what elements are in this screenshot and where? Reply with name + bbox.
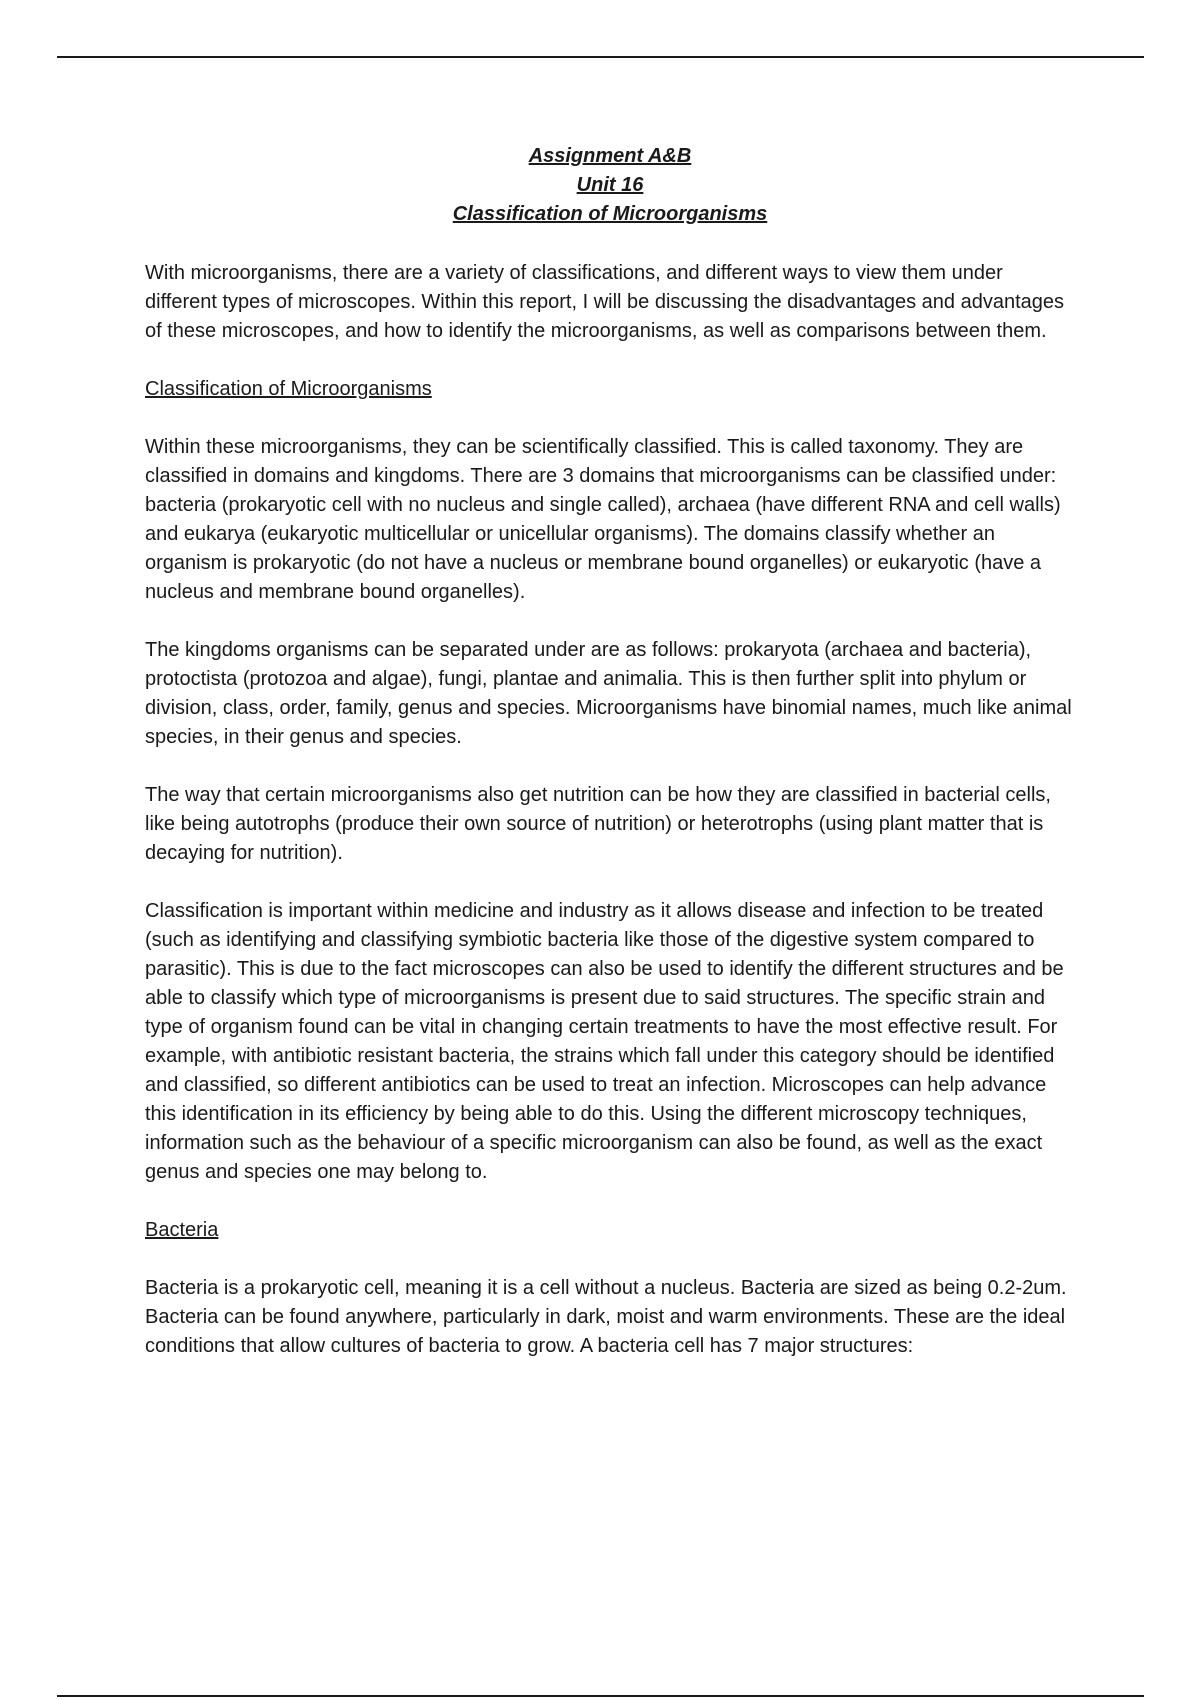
section-heading-classification: Classification of Microorganisms (145, 378, 432, 400)
document-title: Classification of Microorganisms (452, 203, 768, 225)
paragraph-kingdoms: The kingdoms organisms can be separated under are as follows: prokaryota (archaea and bacteria), protoctista (protozoa and algae), fungi, plantae and animalia. This is then further split into phylum or division, class, order, family, genus and species. Microorganisms have binomial names, much like animal species, in their genus and species. (145, 639, 1072, 748)
paragraph-importance: Classification is important within medicine and industry as it allows disease and infection to be treated (such as identifying and classifying symbiotic bacteria like those of the digestive system compared to parasitic). This is due to the fact microscopes can also be used to identify the different structures and be able to classify which type of microorganisms is present due to said structures. The specific strain and type of organism found can be vital in changing certain treatments to have the most effective result. For example, with antibiotic resistant bacteria, the strains which fall under this category should be identified and classified, so different antibiotics can be used to treat an infection. Microscopes can help advance this identification in its efficiency by being able to do this. Using the different microscopy techniques, information such as the behaviour of a specific microorganism can also be found, as well as the exact genus and species one may belong to. (145, 900, 1064, 1183)
paragraph-nutrition: The way that certain microorganisms also get nutrition can be how they are classified in bacterial cells, like being autotrophs (produce their own source of nutrition) or heterotrophs (using plant matter that is decaying for nutrition). (145, 784, 1051, 864)
bottom-divider (57, 1695, 1144, 1697)
paragraph-bacteria: Bacteria is a prokaryotic cell, meaning it is a cell without a nucleus. Bacteria are sized as being 0.2-2um. Bacteria can be found anywhere, particularly in dark, moist and warm environments. These are the ideal conditions that allow cultures of bacteria to grow. A bacteria cell has 7 major structures: (145, 1277, 1067, 1357)
unit-title: Unit 16 (576, 174, 644, 196)
title-block (145, 142, 1075, 229)
assignment-title: Assignment A&B (528, 145, 692, 167)
document-page (145, 142, 1075, 1390)
paragraph-taxonomy: Within these microorganisms, they can be scientifically classified. This is called taxonomy. They are classified in domains and kingdoms. There are 3 domains that microorganisms can be classified under: bacteria (prokaryotic cell with no nucleus and single called), archaea (have different RNA and cell walls) and eukarya (eukaryotic multicellular or unicellular organisms). The domains classify whether an organism is prokaryotic (do not have a nucleus or membrane bound organelles) or eukaryotic (have a nucleus and membrane bound organelles). (145, 436, 1061, 603)
top-divider (57, 56, 1144, 58)
section-heading-bacteria: Bacteria (145, 1219, 219, 1241)
intro-paragraph: With microorganisms, there are a variety of classifications, and different ways to view them under different types of microscopes. Within this report, I will be discussing the disadvantages and advantages of these microscopes, and how to identify the microorganisms, as well as comparisons between them. (145, 262, 1065, 342)
